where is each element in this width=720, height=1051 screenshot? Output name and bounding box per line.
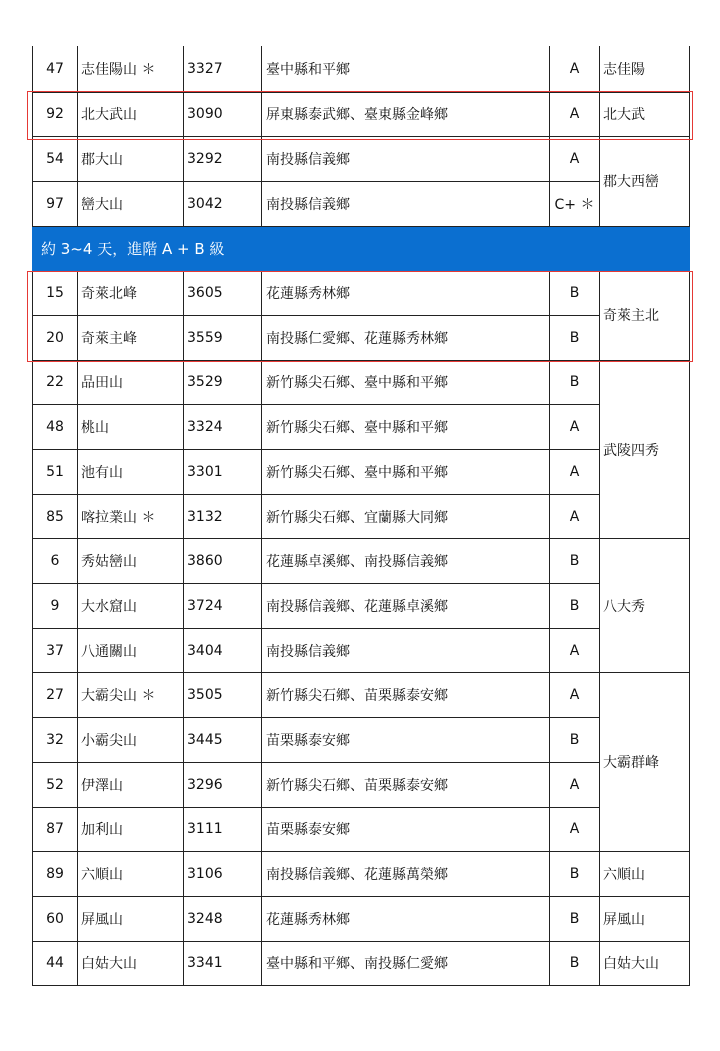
peak-grade: A — [550, 673, 600, 718]
peak-height: 3445 — [184, 718, 262, 763]
peak-grade: A — [550, 92, 600, 137]
peak-location: 新竹縣尖石鄉、苗栗縣泰安鄉 — [262, 762, 550, 807]
peak-name: 白姑大山 — [78, 941, 184, 986]
peak-number: 60 — [33, 896, 78, 941]
peak-height: 3860 — [184, 539, 262, 584]
peak-name: 奇萊北峰 — [78, 271, 184, 316]
peak-height: 3090 — [184, 92, 262, 137]
peak-grade: C+ ＊ — [550, 181, 600, 226]
peak-location: 新竹縣尖石鄉、臺中縣和平鄉 — [262, 405, 550, 450]
peak-location: 臺中縣和平鄉、南投縣仁愛鄉 — [262, 941, 550, 986]
peak-number: 87 — [33, 807, 78, 852]
peak-height: 3292 — [184, 137, 262, 182]
peak-height: 3301 — [184, 450, 262, 495]
table-row — [33, 718, 690, 763]
peak-number: 44 — [33, 941, 78, 986]
peak-height: 3042 — [184, 181, 262, 226]
peak-location: 南投縣信義鄉、花蓮縣卓溪鄉 — [262, 584, 550, 629]
peak-name: 志佳陽山 ＊ — [78, 46, 184, 92]
peak-location: 花蓮縣卓溪鄉、南投縣信義鄉 — [262, 539, 550, 584]
peak-location: 南投縣信義鄉、花蓮縣萬榮鄉 — [262, 852, 550, 897]
table-row — [33, 137, 690, 182]
table-row — [33, 852, 690, 897]
peak-name: 伊澤山 — [78, 762, 184, 807]
table-row — [33, 896, 690, 941]
peak-grade: B — [550, 315, 600, 360]
peak-name: 巒大山 — [78, 181, 184, 226]
peak-height: 3529 — [184, 360, 262, 405]
peak-grade: B — [550, 360, 600, 405]
peak-name: 北大武山 — [78, 92, 184, 137]
section-header-row — [33, 226, 690, 271]
table-row — [33, 539, 690, 584]
peak-location: 新竹縣尖石鄉、宜蘭縣大同鄉 — [262, 494, 550, 539]
peak-height: 3111 — [184, 807, 262, 852]
route-group: 郡大西巒 — [600, 137, 690, 226]
peak-grade: B — [550, 539, 600, 584]
peak-number: 47 — [33, 46, 78, 92]
table-row — [33, 46, 690, 92]
peak-grade: A — [550, 46, 600, 92]
peak-number: 27 — [33, 673, 78, 718]
peak-location: 臺中縣和平鄉 — [262, 46, 550, 92]
route-group: 北大武 — [600, 92, 690, 137]
peak-name: 六順山 — [78, 852, 184, 897]
peak-number: 92 — [33, 92, 78, 137]
peak-name: 郡大山 — [78, 137, 184, 182]
table-row — [33, 315, 690, 360]
peak-location: 新竹縣尖石鄉、苗栗縣泰安鄉 — [262, 673, 550, 718]
peak-location: 新竹縣尖石鄉、臺中縣和平鄉 — [262, 360, 550, 405]
peak-number: 9 — [33, 584, 78, 629]
peak-height: 3248 — [184, 896, 262, 941]
peak-grade: A — [550, 494, 600, 539]
peak-grade: B — [550, 941, 600, 986]
table-row — [33, 762, 690, 807]
peak-grade: B — [550, 896, 600, 941]
peak-number: 89 — [33, 852, 78, 897]
peak-grade: B — [550, 852, 600, 897]
route-group: 八大秀 — [600, 539, 690, 673]
peak-location: 花蓮縣秀林鄉 — [262, 271, 550, 316]
peak-grade: A — [550, 762, 600, 807]
peak-number: 52 — [33, 762, 78, 807]
table-row — [33, 450, 690, 495]
peak-grade: A — [550, 137, 600, 182]
peak-height: 3605 — [184, 271, 262, 316]
peak-height: 3296 — [184, 762, 262, 807]
peak-height: 3724 — [184, 584, 262, 629]
peak-height: 3341 — [184, 941, 262, 986]
peak-number: 20 — [33, 315, 78, 360]
peak-number: 22 — [33, 360, 78, 405]
peak-height: 3505 — [184, 673, 262, 718]
peak-name: 小霸尖山 — [78, 718, 184, 763]
peak-grade: A — [550, 628, 600, 673]
route-group: 大霸群峰 — [600, 673, 690, 852]
route-group: 武陵四秀 — [600, 360, 690, 539]
peak-name: 大霸尖山 ＊ — [78, 673, 184, 718]
peak-location: 苗栗縣泰安鄉 — [262, 807, 550, 852]
peak-name: 品田山 — [78, 360, 184, 405]
peak-number: 51 — [33, 450, 78, 495]
peak-name: 大水窟山 — [78, 584, 184, 629]
peak-grade: B — [550, 584, 600, 629]
peak-grade: A — [550, 807, 600, 852]
peak-name: 秀姑巒山 — [78, 539, 184, 584]
peak-number: 15 — [33, 271, 78, 316]
table-row — [33, 360, 690, 405]
peak-name: 桃山 — [78, 405, 184, 450]
peak-grade: A — [550, 450, 600, 495]
peak-location: 新竹縣尖石鄉、臺中縣和平鄉 — [262, 450, 550, 495]
peak-height: 3106 — [184, 852, 262, 897]
peak-height: 3324 — [184, 405, 262, 450]
peak-number: 32 — [33, 718, 78, 763]
peak-location: 南投縣信義鄉 — [262, 181, 550, 226]
peak-grade: B — [550, 271, 600, 316]
peak-name: 奇萊主峰 — [78, 315, 184, 360]
peak-height: 3559 — [184, 315, 262, 360]
table-row — [33, 181, 690, 226]
mountain-table — [32, 46, 690, 986]
route-group: 白姑大山 — [600, 941, 690, 986]
peak-height: 3327 — [184, 46, 262, 92]
table-row — [33, 628, 690, 673]
table-row — [33, 584, 690, 629]
peak-grade: A — [550, 405, 600, 450]
route-group: 六順山 — [600, 852, 690, 897]
peak-number: 97 — [33, 181, 78, 226]
peak-height: 3132 — [184, 494, 262, 539]
peak-number: 37 — [33, 628, 78, 673]
peak-location: 屏東縣泰武鄉、臺東縣金峰鄉 — [262, 92, 550, 137]
table-row — [33, 92, 690, 137]
peak-name: 池有山 — [78, 450, 184, 495]
table-row — [33, 941, 690, 986]
table-row — [33, 807, 690, 852]
peak-location: 南投縣信義鄉 — [262, 137, 550, 182]
table-row — [33, 494, 690, 539]
section-title: 約 3~4 天，進階 A + B 級 — [33, 226, 690, 271]
table-row — [33, 673, 690, 718]
peak-name: 加利山 — [78, 807, 184, 852]
peak-grade: B — [550, 718, 600, 763]
table-row — [33, 271, 690, 316]
route-group: 志佳陽 — [600, 46, 690, 92]
peak-number: 85 — [33, 494, 78, 539]
peak-location: 苗栗縣泰安鄉 — [262, 718, 550, 763]
peak-height: 3404 — [184, 628, 262, 673]
route-group: 奇萊主北 — [600, 271, 690, 360]
peak-number: 48 — [33, 405, 78, 450]
peak-name: 屏風山 — [78, 896, 184, 941]
peak-name: 八通關山 — [78, 628, 184, 673]
route-group: 屏風山 — [600, 896, 690, 941]
peak-name: 喀拉業山 ＊ — [78, 494, 184, 539]
peak-number: 54 — [33, 137, 78, 182]
peak-location: 南投縣信義鄉 — [262, 628, 550, 673]
peak-number: 6 — [33, 539, 78, 584]
peak-location: 花蓮縣秀林鄉 — [262, 896, 550, 941]
peak-location: 南投縣仁愛鄉、花蓮縣秀林鄉 — [262, 315, 550, 360]
table-row — [33, 405, 690, 450]
